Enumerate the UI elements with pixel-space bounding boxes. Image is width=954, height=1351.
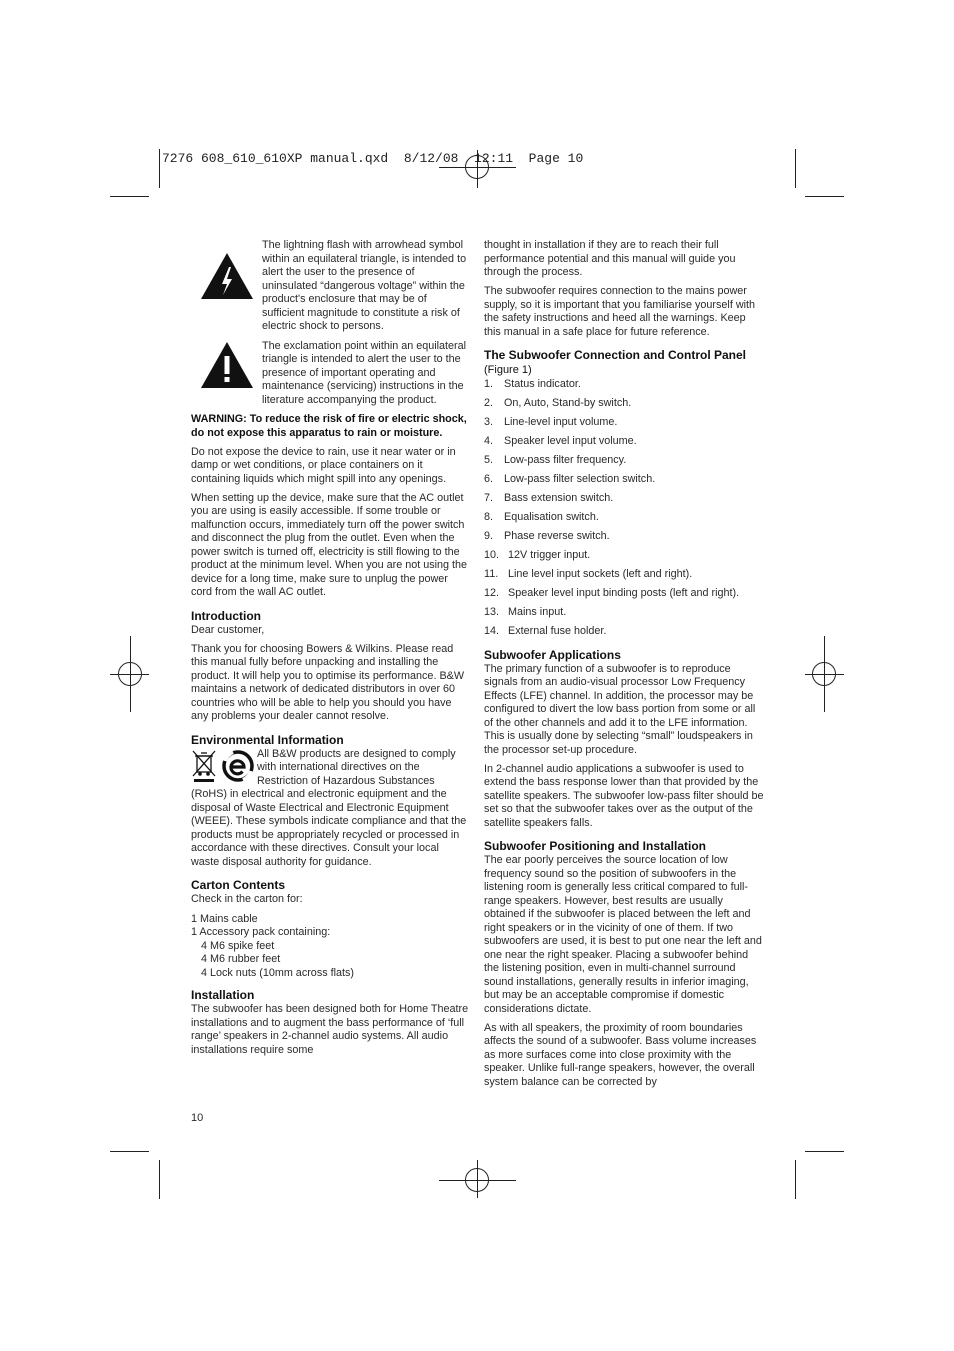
heading-applications: Subwoofer Applications (484, 647, 621, 662)
paragraph-power: The subwoofer requires connection to the mains power supply, so it is important that you familiarise yourself with the safety instructions and heed all the warnings. Keep this manual in a safe place for future reference. (484, 285, 756, 338)
carton-subitem: 4 Lock nuts (10mm across flats) (201, 966, 355, 979)
crop-mark (110, 196, 149, 197)
heading-introduction: Introduction (191, 608, 261, 623)
page-number: 10 (191, 1112, 204, 1124)
lightning-triangle-icon (191, 239, 262, 334)
positioning-paragraph-2: As with all speakers, the proximity of room boundaries affects the sound of a subwoofer. Bass volume increases as more surfaces come into close proximity with the speaker. Unlike full-range speakers, however, the overall system balance can be corrected by (484, 1021, 757, 1088)
exclamation-warning (191, 340, 470, 408)
panel-list (484, 378, 764, 639)
intro-paragraph: Thank you for choosing Bowers & Wilkins. Please read this manual fully before unpacking and installing the product. It will help you to optimise its performance. B&W maintains a network of dedicated distributors in over 60 countries who will be able to help you should you have any problems your dealer cannot resolve. (191, 642, 465, 722)
list-item: 10. 12V trigger input. (484, 549, 591, 561)
heading-connection-panel (484, 348, 764, 377)
crop-mark (805, 1151, 844, 1152)
list-item: 12. Speaker level input binding posts (left and right). (484, 587, 740, 599)
list-item: 14. External fuse holder. (484, 625, 607, 637)
lightning-warning-text: The lightning flash with arrowhead symbol within an equilateral triangle, is intended to alert the user to the presence of uninsulated “dangerous voltage” within the product's enclosure that may be of sufficient magnitude to constitute a risk of electric shock to persons. (262, 239, 467, 332)
heading-panel-text: The Subwoofer Connection and Control Panel (484, 348, 747, 362)
crop-mark (110, 1151, 149, 1152)
left-column (191, 239, 470, 1063)
list-item: 1. Status indicator. (484, 378, 581, 390)
lightning-warning (191, 239, 470, 334)
applications-paragraph-1: The primary function of a subwoofer is to reproduce signals from an audio-visual processor Low Frequency Effects (LFE) channel. In addition, the processor may be configured to divert the low bass portion from some or all of the other channels and add it to the LFE information. This is usually done by selecting “small” loudspeakers in the processor set-up procedure. (484, 662, 756, 756)
carton-item: 1 Accessory pack containing: (191, 926, 331, 938)
heading-positioning: Subwoofer Positioning and Installation (484, 839, 706, 853)
carton-subitem: 4 M6 spike feet (201, 939, 275, 952)
installation-text: The subwoofer has been designed both for Home Theatre installations and to augment the bass performance of ‘full range’ speakers in 2-channel audio systems. All audio installations require some (191, 1003, 469, 1056)
list-item: 5. Low-pass filter frequency. (484, 454, 627, 466)
warning-statement: WARNING: To reduce the risk of fire or electric shock, do not expose this apparatus to rain or moisture. (191, 413, 467, 439)
intro-greeting: Dear customer, (191, 623, 265, 636)
carton-list (191, 913, 470, 981)
applications-paragraph-2: In 2-channel audio applications a subwoofer is used to extend the bass response lower than that provided by the satellite speakers. The subwoofer low-pass filter should be set so that the subwoofer takes over as the output of the satellite speakers falls. (484, 762, 764, 829)
environmental-icons (191, 747, 257, 785)
exclamation-warning-text: The exclamation point within an equilateral triangle is intended to alert the user to the presence of important operating and maintenance (servicing) instructions in the literature accompanying the product. (262, 339, 467, 406)
heading-carton: Carton Contents (191, 878, 285, 892)
list-item: 8. Equalisation switch. (484, 511, 599, 523)
crop-mark (795, 1160, 796, 1199)
list-item: 3. Line-level input volume. (484, 416, 618, 428)
heading-installation: Installation (191, 988, 255, 1002)
list-item: 4. Speaker level input volume. (484, 435, 637, 447)
carton-subitem: 4 M6 rubber feet (201, 953, 281, 965)
environmental-text: All B&W products are designed to comply with international directives on the Restriction of Hazardous Substances (RoHS) in electrical and electronic equipment and the disposal of Waste Electrical and Electronic Equipment (WEEE). These symbols indicate compliance and that the products must be appropriately recycled or processed in accordance with these directives. Consult your local waste disposal authority for guidance. (191, 747, 467, 868)
exclamation-triangle-icon (191, 340, 262, 408)
crop-mark (805, 196, 844, 197)
crop-mark (159, 149, 160, 188)
list-item: 9. Phase reverse switch. (484, 530, 610, 542)
list-item: 2. On, Auto, Stand-by switch. (484, 397, 632, 409)
list-item: 6. Low-pass filter selection switch. (484, 473, 656, 485)
crop-mark (795, 149, 796, 188)
list-item: 11. Line level input sockets (left and right). (484, 568, 693, 580)
positioning-paragraph-1: The ear poorly perceives the source location of low frequency sound so the position of subwoofers in the listening room is generally less critical compared to full-range speakers. However, best results are usually obtained if the subwoofer is placed between the left and right speakers or in the vicinity of one of them. If two subwoofers are used, it is best to put one near the left and one near the right speaker. Placing a subwoofer behind the listening position, even in multi-channel surround sound installations, generally results in inferior imaging, but may be an acceptable compromise if domestic considerations dictate. (484, 854, 762, 1015)
weee-bin-icon (191, 748, 217, 784)
paragraph-rain: Do not expose the device to rain, use it near water or in damp or wet conditions, or place containers on it containing liquids which might spill into any openings. (191, 445, 456, 485)
paragraph-continued: thought in installation if they are to reach their full performance potential and this manual will guide you through the process. (484, 239, 736, 278)
carton-item: 1 Mains cable (191, 912, 258, 925)
paragraph-setup: When setting up the device, make sure that the AC outlet you are using is easily accessible. If some trouble or malfunction occurs, immediately turn off the power switch and disconnect the plug from the outlet. Even when the power switch is turned off, electricity is still flowing to the product at the minimum level. When you are not using the device for a long time, make sure to unplug the power cord from the wall AC outlet. (191, 491, 468, 598)
list-item: 13. Mains input. (484, 606, 567, 618)
figure-reference: (Figure 1) (484, 364, 532, 376)
carton-intro: Check in the carton for: (191, 893, 303, 905)
heading-environmental: Environmental Information (191, 732, 344, 747)
list-item: 7. Bass extension switch. (484, 492, 614, 504)
right-column (484, 239, 764, 1095)
print-slug: 7276 608_610_610XP manual.qxd 8/12/08 12:11 Page 10 (162, 151, 584, 166)
rohs-e-icon (221, 749, 255, 783)
crop-mark (159, 1160, 160, 1199)
environmental-block (191, 748, 470, 870)
